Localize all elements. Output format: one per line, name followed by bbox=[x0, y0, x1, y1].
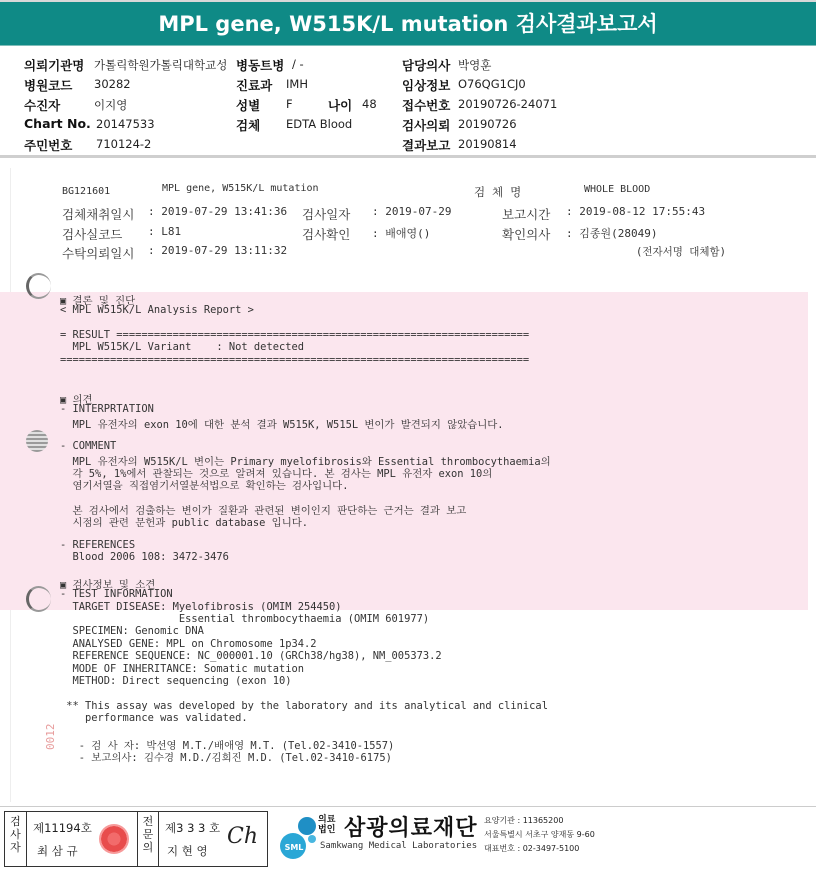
binder-hole-icon bbox=[26, 273, 51, 299]
patient-info bbox=[0, 52, 816, 152]
tester-license: 제11194호 bbox=[33, 821, 92, 835]
reception-no-label: 접수번호 bbox=[402, 98, 451, 113]
report-line: = RESULT ================================================================== bbox=[60, 329, 530, 342]
corp-prefix-1: 의료 bbox=[318, 815, 336, 825]
brand-name-en: Samkwang Medical Laboratories bbox=[320, 841, 478, 851]
specialist-license: 제3 3 3 호 bbox=[165, 821, 221, 835]
lab-code-label: 검사실코드 bbox=[62, 227, 123, 242]
report-line: ** This assay was developed by the laboratory and its analytical and clinical bbox=[60, 699, 548, 712]
tester-label-text: 검사자 bbox=[10, 815, 21, 854]
report-line: 시점의 관련 문헌과 public database 입니다. bbox=[60, 517, 309, 530]
report-line: METHOD: Direct sequencing (exon 10) bbox=[60, 674, 292, 687]
request-date-value: 20190726 bbox=[458, 117, 517, 131]
report-line: - 보고의사: 김수경 M.D./김희진 M.D. (Tel.02-3410-6175) bbox=[60, 751, 392, 764]
collect-value: : 2019-07-29 13:41:36 bbox=[148, 205, 288, 218]
binder-hole-icon bbox=[26, 586, 51, 612]
report-line: ANALYSED GENE: MPL on Chromosome 1p34.2 bbox=[60, 637, 317, 650]
collect-label: 검체채취일시 bbox=[62, 207, 135, 222]
corp-prefix bbox=[318, 815, 335, 835]
test-date-value: : 2019-07-29 bbox=[372, 205, 452, 218]
report-line: =========================================================================== bbox=[60, 353, 530, 366]
specialist-label-text: 전문의 bbox=[142, 815, 154, 854]
hospital-code-value: 30282 bbox=[94, 77, 131, 91]
report-line: Blood 2006 108: 3472-3476 bbox=[60, 551, 229, 564]
clinical-info-value: O76QG1CJ0 bbox=[458, 77, 526, 91]
report-line: MODE OF INHERITANCE: Somatic mutation bbox=[60, 662, 304, 675]
report-line: - 검 사 자: 박선영 M.T./배애영 M.T. (Tel.02-3410-1557) bbox=[60, 739, 395, 752]
report-line: Essential thrombocythaemia (OMIM 601977) bbox=[60, 613, 430, 626]
report-line: - REFERENCES bbox=[60, 539, 136, 551]
report-line: 염기서열을 직접염기서열분석법으로 확인하는 검사입니다. bbox=[60, 480, 349, 493]
specimen-name-label: 검 체 명 bbox=[474, 185, 522, 199]
reception-no-value: 20190726-24071 bbox=[458, 97, 558, 111]
report-line: performance was validated. bbox=[60, 711, 248, 724]
binder-hole-icon bbox=[26, 430, 48, 452]
report-date-label: 결과보고 bbox=[402, 138, 451, 153]
report-line: REFERENCE SEQUENCE: NC_000001.10 (GRCh38/hg38), NM_005373.2 bbox=[60, 650, 442, 663]
report-line: < MPL W515K/L Analysis Report > bbox=[60, 304, 254, 317]
phone: 대표번호 : 02-3497-5100 bbox=[484, 844, 580, 853]
sex-value: F bbox=[286, 97, 293, 111]
test-name: MPL gene, W515K/L mutation bbox=[162, 183, 319, 194]
chart-no-label: Chart No. bbox=[24, 116, 91, 131]
report-line: MPL W515K/L Variant : Not detected bbox=[60, 341, 304, 354]
tester-name: 최 삼 규 bbox=[37, 844, 78, 858]
confirm-label: 검사확인 bbox=[302, 227, 351, 242]
ward-value: / - bbox=[292, 57, 304, 71]
test-date-label: 검사일자 bbox=[302, 207, 351, 222]
report-time-value: : 2019-08-12 17:55:43 bbox=[566, 205, 706, 218]
address: 서울특별시 서초구 양재동 9-60 bbox=[484, 830, 595, 839]
specialist-label bbox=[137, 812, 159, 866]
confirm-doctor-label: 확인의사 bbox=[502, 227, 551, 242]
test-code: BG121601 bbox=[62, 186, 111, 197]
institution-label: 의뢰기관명 bbox=[24, 58, 85, 73]
report-line: - INTERPRTATION bbox=[60, 403, 154, 416]
facility-code: 요양기관 : 11365200 bbox=[484, 816, 564, 825]
report-line: MPL 유전자의 W515K/L 변이는 Primary myelofibrosis와 Essential thrombocythaemia의 bbox=[60, 455, 551, 468]
corp-prefix-2: 법인 bbox=[318, 825, 336, 835]
specimen-name-value: WHOLE BLOOD bbox=[584, 184, 651, 195]
report-line: - TEST INFORMATION bbox=[60, 588, 173, 601]
age-label: 나이 bbox=[328, 98, 353, 113]
report-line: ▣ 검사정보 및 소견 bbox=[60, 579, 156, 592]
report-line: ▣ 의견 bbox=[60, 393, 93, 406]
brand-name: 삼광의료재단 bbox=[344, 816, 478, 841]
recipient-value: 이지영 bbox=[94, 98, 128, 112]
report-line: 본 검사에서 검출하는 변이가 질환과 관련된 변이인지 판단하는 근거는 결과 보고 bbox=[60, 504, 467, 517]
confirm-value: : 배애영() bbox=[372, 227, 431, 240]
department-label: 진료과 bbox=[236, 78, 273, 93]
confirm-doctor-value: : 김종원(28049) bbox=[566, 227, 658, 240]
request-date-label: 검사의뢰 bbox=[402, 118, 451, 133]
recipient-label: 수진자 bbox=[24, 98, 61, 113]
receive-label: 수탁의뢰일시 bbox=[62, 246, 135, 261]
logo-text: SML bbox=[284, 843, 304, 852]
chart-no-value: 20147533 bbox=[96, 117, 155, 131]
department-value: IMH bbox=[286, 77, 308, 91]
report-line: MPL 유전자의 exon 10에 대한 분석 결과 W515K, W515L 변이가 발견되지 않았습니다. bbox=[60, 418, 504, 431]
report-line: SPECIMEN: Genomic DNA bbox=[60, 625, 204, 638]
receive-value: : 2019-07-29 13:11:32 bbox=[148, 244, 288, 257]
tester-label bbox=[5, 812, 27, 866]
report-title-bar bbox=[0, 0, 816, 46]
lab-code-value: : L81 bbox=[148, 225, 182, 238]
side-code: 0012 bbox=[44, 723, 57, 750]
hospital-code-label: 병원코드 bbox=[24, 78, 73, 93]
report-line: 각 5%, 1%에서 관찰되는 것으로 알려져 있습니다. 본 검사는 MPL 유전자 exon 10의 bbox=[60, 467, 493, 480]
institution-value: 가톨릭학원가톨릭대학교성 bbox=[94, 58, 228, 72]
doctor-value: 박영훈 bbox=[458, 58, 492, 72]
specialist-name: 지 현 영 bbox=[167, 844, 208, 858]
report-date-value: 20190814 bbox=[458, 137, 517, 151]
specimen-label: 검체 bbox=[236, 118, 261, 133]
doctor-label: 담당의사 bbox=[402, 58, 451, 73]
divider bbox=[0, 155, 816, 158]
report-time-label: 보고시간 bbox=[502, 207, 551, 222]
clinical-info-label: 임상정보 bbox=[402, 78, 451, 93]
report-line: - COMMENT bbox=[60, 440, 117, 453]
report-title: MPL gene, W515K/L mutation 검사결과보고서 bbox=[158, 12, 658, 36]
resident-no-value: 710124-2 bbox=[96, 137, 152, 151]
report-line: ▣ 결론 및 진단 bbox=[60, 295, 136, 307]
handwritten-signature: Ch bbox=[227, 824, 259, 849]
sex-label: 성별 bbox=[236, 98, 261, 113]
seal-stamp-icon bbox=[99, 824, 129, 854]
specimen-value: EDTA Blood bbox=[286, 117, 353, 131]
age-value: 48 bbox=[362, 97, 377, 111]
e-signature-note: (전자서명 대체함) bbox=[636, 246, 726, 258]
signature-box bbox=[4, 811, 268, 867]
ward-label: 병동트병 bbox=[236, 58, 285, 73]
report-line: TARGET DISEASE: Myelofibrosis (OMIM 254450) bbox=[60, 600, 342, 613]
footer bbox=[0, 806, 816, 874]
resident-no-label: 주민번호 bbox=[24, 138, 73, 153]
